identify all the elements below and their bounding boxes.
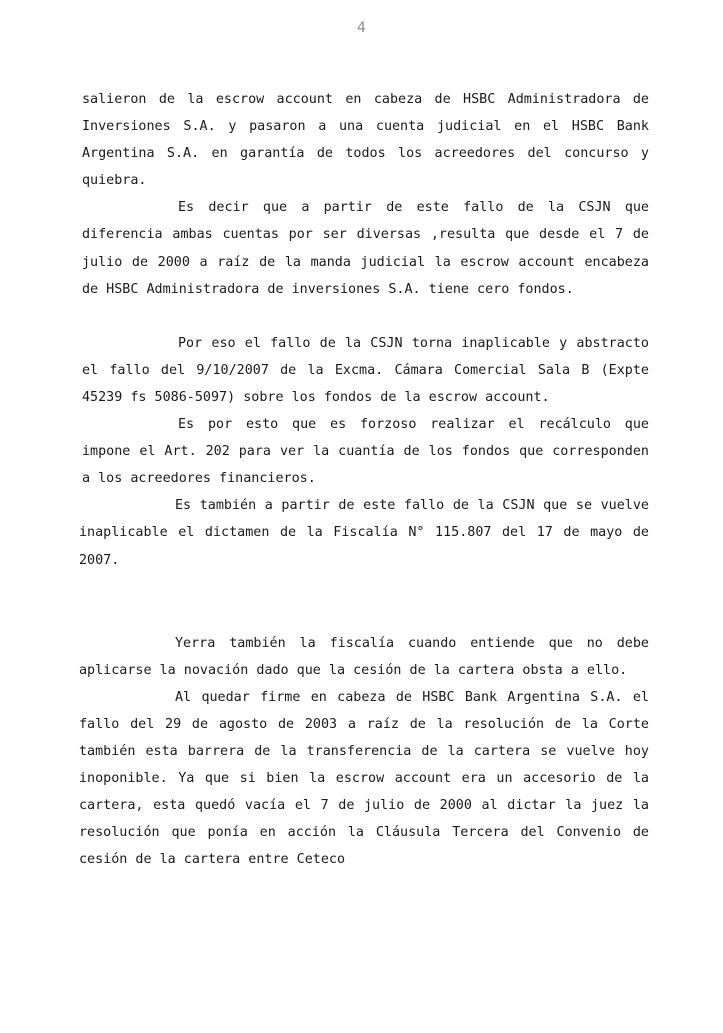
document-body	[79, 86, 649, 873]
paragraph-escrow-transfer: salieron de la escrow account en cabeza de HSBC Administradora de Inversiones S.A. y pasaron a una cuenta judicial en el HSBC Bank Argentina S.A. en garantía de todos los acreedores del concurso y quiebra.	[82, 92, 649, 189]
page-number: 4	[357, 20, 366, 36]
paragraph-recalculation: Es por esto que es forzoso realizar el recálculo que impone el Art. 202 para ver la cuantía de los fondos que corresponden a los acreedores financieros.	[82, 417, 649, 487]
paragraph-csjn-accounts: Es decir que a partir de este fallo de la CSJN que diferencia ambas cuentas por ser diversas ,resulta que desde el 7 de julio de 2000 a raíz de la manda judicial la escrow account encabeza de HSBC Administradora de inversiones S.A. tiene cero fondos.	[82, 200, 649, 297]
paragraph-fiscalia-dictamen: Es también a partir de este fallo de la CSJN que se vuelve inaplicable el dictamen de la Fiscalía N° 115.807 del 17 de mayo de 2007.	[79, 498, 649, 568]
paragraph-inapplicable-ruling: Por eso el fallo de la CSJN torna inaplicable y abstracto el fallo del 9/10/2007 de la Excma. Cámara Comercial Sala B (Expte 45239 fs 5086-5097) sobre los fondos de la escrow account.	[82, 335, 649, 405]
paragraph-novacion: Yerra también la fiscalía cuando entiende que no debe aplicarse la novación dado que la cesión de la cartera obsta a ello.	[79, 635, 649, 678]
paragraph-firm-ruling: Al quedar firme en cabeza de HSBC Bank Argentina S.A. el fallo del 29 de agosto de 2003 a raíz de la resolución de la Corte también esta barrera de la transferencia de la cartera se vuelve hoy inoponible. Ya que si bien la escrow account era un accesorio de la cartera, esta quedó vacía el 7 de julio de 2000 al dictar la juez la resolución que ponía en acción la Cláusula Tercera del Convenio de cesión de la cartera entre Ceteco	[79, 689, 649, 868]
